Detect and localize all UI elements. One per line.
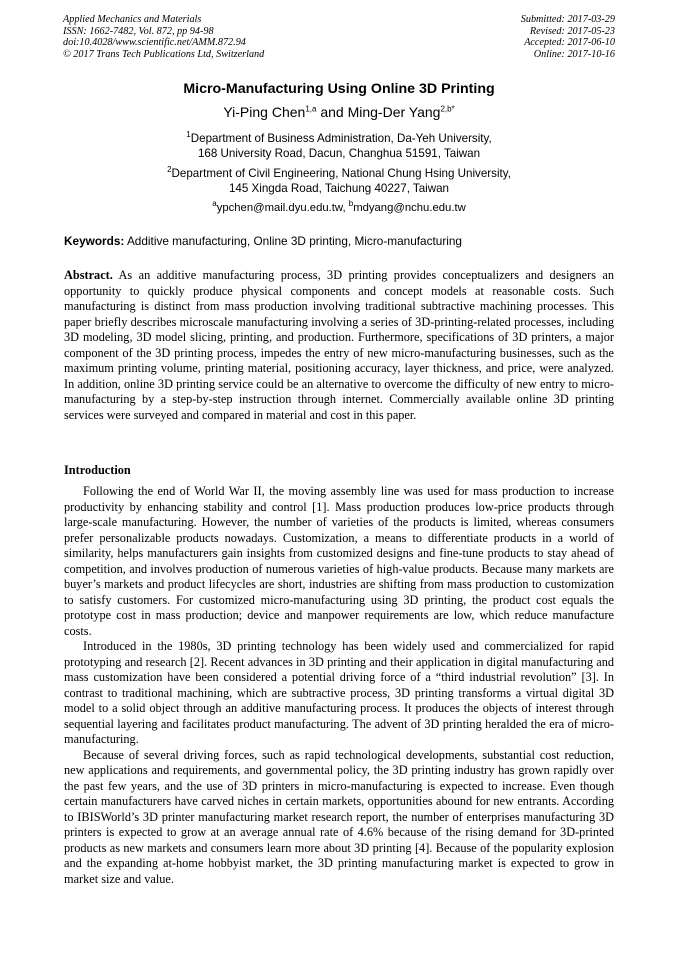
author-conjunction: and bbox=[316, 104, 348, 120]
keywords-text: Additive manufacturing, Online 3D printing, Micro-manufacturing bbox=[124, 234, 462, 248]
affiliation-1-line-2: 168 University Road, Dacun, Changhua 51591, Taiwan bbox=[197, 147, 481, 160]
journal-doi: doi:10.4028/www.scientific.net/AMM.872.94 bbox=[63, 37, 246, 49]
author-emails bbox=[0, 199, 678, 214]
intro-paragraph-1: Following the end of World War II, the moving assembly line was used for mass production to increase productivity by enhancing stability and control [1]. Mass production produces low-price products through large-scale manufacturing. However, the number of varieties of the products is limited, whereas consumers prefer personalizable products nowadays. Customization, a means to differentiate products in a world of similarity, helps manufacturers gain insights from customized designs and fine-tune products to stay ahead of competition, and involves production of numerous varieties of high-value products. Because many markets are buyer’s markets and product lifecycles are short, industries are shifting from mass production to customization to satisfy customers. For customized micro-manufacturing using 3D printing, the product cost equals the prototype cost in mass production; device and manpower requirements are low, which reduce manufacture costs. bbox=[64, 484, 614, 638]
affiliation-1 bbox=[0, 131, 678, 161]
author-2-affiliation-mark: 2,b* bbox=[440, 104, 455, 114]
introduction-body bbox=[64, 484, 614, 887]
affiliation-2-line-1: Department of Civil Engineering, National Chung Hsing University, bbox=[171, 167, 511, 180]
date-online: Online: 2017-10-16 bbox=[533, 48, 615, 60]
abstract-label: Abstract. bbox=[64, 268, 113, 282]
author-2-name: Ming-Der Yang bbox=[347, 104, 441, 120]
author-line bbox=[0, 104, 678, 120]
affiliation-2 bbox=[0, 166, 678, 196]
intro-paragraph-3: Because of several driving forces, such as rapid technological developments, substantial cost reduction, new applications and requirements, and governmental policy, the 3D printing industry has grown rapidly over the past few years, and the use of 3D printers in micro-manufacturing is expected to increase. Even though certain manufacturers have carved niches in certain markets, opportunities abound for new entrants. According to IBISWorld’s 3D printer manufacturing market research report, the number of enterprises manufacturing 3D printers is expected to grow at an average annual rate of 4.6% because of the rising demand for 3D-printed products as new markets and consumers learn more about 3D printing [4]. Because of the popularity explosion and the expanding at-home hobbyist market, the 3D printing manufacturing market is expected to grow in market size and value. bbox=[64, 747, 614, 886]
author-1-affiliation-mark: 1,a bbox=[305, 104, 317, 114]
journal-issn: ISSN: 1662-7482, Vol. 872, pp 94-98 bbox=[63, 25, 214, 37]
date-accepted: Accepted: 2017-06-10 bbox=[524, 37, 615, 49]
journal-name: Applied Mechanics and Materials bbox=[63, 14, 202, 25]
date-revised: Revised: 2017-05-23 bbox=[529, 25, 615, 37]
email-b-mark: b bbox=[348, 199, 354, 209]
journal-copyright: © 2017 Trans Tech Publications Ltd, Switzerland bbox=[63, 48, 265, 60]
keywords bbox=[64, 234, 616, 248]
abstract bbox=[64, 268, 614, 423]
affiliation-2-line-2: 145 Xingda Road, Taichung 40227, Taiwan bbox=[228, 182, 450, 195]
date-submitted: Submitted: 2017-03-29 bbox=[520, 14, 615, 25]
email-b[interactable]: mdyang@nchu.edu.tw bbox=[353, 202, 466, 214]
paper-title: Micro-Manufacturing Using Online 3D Printing bbox=[183, 81, 495, 97]
journal-header-right bbox=[521, 14, 615, 60]
email-separator: , bbox=[342, 202, 349, 214]
keywords-label: Keywords: bbox=[64, 234, 125, 248]
email-a[interactable]: ypchen@mail.dyu.edu.tw bbox=[216, 202, 343, 214]
affiliation-1-mark: 1 bbox=[186, 130, 191, 140]
journal-header-left bbox=[63, 14, 264, 60]
intro-paragraph-2: Introduced in the 1980s, 3D printing technology has been widely used and commercialized for rapid prototyping and research [2]. Recent advances in 3D printing and their application in digital manufacturing and mass customization have been considered a potential driving force of a “third industrial revolution” [3]. In contrast to traditional machining, which are subtractive process, 3D printing transforms a virtual digital 3D model to a solid object through an additive manufacturing process. It produces the objects of interest through sequential layering and facilitates product manufacturing. The advent of 3D printing heralded the era of micro-manufacturing. bbox=[64, 639, 614, 746]
abstract-text: As an additive manufacturing process, 3D printing provides conceptualizers and designers an opportunity to quickly produce physical components and concept models at reasonable costs. Such manufacturing is distinct from mass production involving traditional subtractive machining processes. This paper briefly describes microscale manufacturing involving a series of 3D-printing-related processes, including 3D modeling, 3D model slicing, printing, and production. Furthermore, specifications of 3D printers, a major component of the 3D printing process, impedes the entry of new micro-manufacturing businesses, such as the maximum printing volume, printing material, positioning accuracy, layer thickness, and price, were analyzed. In addition, online 3D printing service could be an alternative to overcome the difficulty of new entry to micro-manufacturing by a step-by-step instruction through internet. Commercially available online 3D printing services were surveyed and compared in material and cost in this paper. bbox=[64, 268, 614, 422]
author-1-name: Yi-Ping Chen bbox=[223, 104, 306, 120]
affiliation-2-mark: 2 bbox=[167, 165, 172, 175]
email-a-mark: a bbox=[212, 199, 217, 209]
section-heading-introduction: Introduction bbox=[64, 463, 131, 477]
affiliation-1-line-1: Department of Business Administration, Da-Yeh University, bbox=[190, 132, 492, 145]
